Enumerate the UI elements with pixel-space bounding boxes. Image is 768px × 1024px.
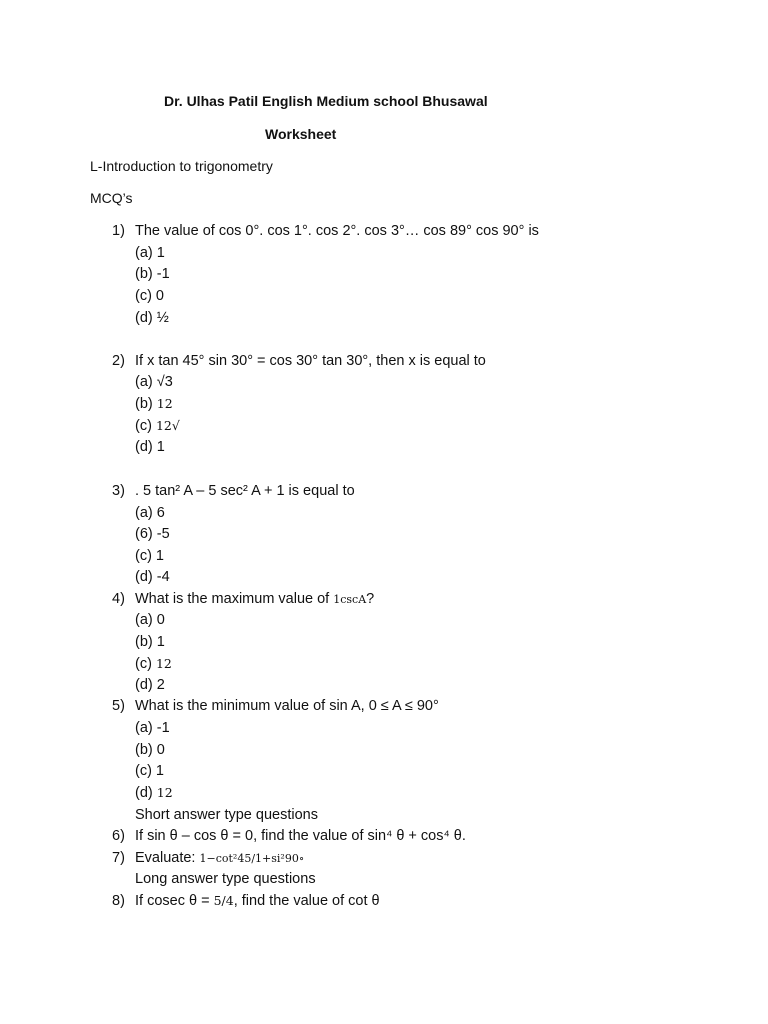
option-label: (b) 1 bbox=[135, 634, 165, 650]
school-name: Dr. Ulhas Patil English Medium school Bhusawal bbox=[164, 93, 488, 109]
question-number: 1) bbox=[112, 223, 125, 239]
question-math: 5/4 bbox=[213, 893, 234, 908]
option-label: (d) 1 bbox=[135, 439, 165, 455]
option-label: (6) -5 bbox=[135, 526, 170, 542]
option-label: (d) 12 bbox=[135, 785, 173, 801]
question-text: What is the minimum value of sin A, 0 ≤ A ≤ 90° bbox=[135, 698, 439, 714]
option-label: (c) 1 bbox=[135, 548, 164, 564]
option-math: 12 bbox=[155, 656, 172, 671]
question-number: 6) bbox=[112, 828, 125, 844]
section-heading: Long answer type questions bbox=[135, 871, 316, 887]
option-label: (c) 12 bbox=[135, 656, 172, 672]
question-math: 1cscA bbox=[333, 593, 367, 606]
question-number: 4) bbox=[112, 591, 125, 607]
question-number: 3) bbox=[112, 483, 125, 499]
option-label: (b) 0 bbox=[135, 742, 165, 758]
question-text: The value of cos 0°. cos 1°. cos 2°. cos 3°… cos 89° cos 90° is bbox=[135, 223, 539, 239]
question-number: 5) bbox=[112, 698, 125, 714]
question-number: 7) bbox=[112, 850, 125, 866]
option-math: 12√ bbox=[155, 418, 180, 433]
option-label: (d) ½ bbox=[135, 310, 169, 326]
option-label: (b) -1 bbox=[135, 266, 170, 282]
option-label: (d) 2 bbox=[135, 677, 165, 693]
option-label: (a) -1 bbox=[135, 720, 170, 736]
worksheet-title: Worksheet bbox=[265, 126, 337, 142]
option-label: (a) 0 bbox=[135, 612, 165, 628]
question-number: 2) bbox=[112, 353, 125, 369]
option-label: (a) 1 bbox=[135, 245, 165, 261]
question-text: If cosec θ = 5/4, find the value of cot θ bbox=[135, 893, 380, 909]
question-text: . 5 tan² A – 5 sec² A + 1 is equal to bbox=[135, 483, 355, 499]
option-label: (c) 0 bbox=[135, 288, 164, 304]
option-label: (a) 6 bbox=[135, 505, 165, 521]
chapter-title: L-Introduction to trigonometry bbox=[90, 158, 273, 174]
option-label: (b) 12 bbox=[135, 396, 173, 412]
question-math: 1−cot²45/1+si²90∘ bbox=[199, 852, 305, 865]
question-number: 8) bbox=[112, 893, 125, 909]
question-text: If sin θ – cos θ = 0, find the value of sin⁴ θ + cos⁴ θ. bbox=[135, 828, 466, 844]
mcq-heading: MCQ’s bbox=[90, 190, 133, 206]
question-text: If x tan 45° sin 30° = cos 30° tan 30°, then x is equal to bbox=[135, 353, 486, 369]
option-math: 12 bbox=[156, 785, 173, 800]
option-label: (d) -4 bbox=[135, 569, 170, 585]
section-heading: Short answer type questions bbox=[135, 807, 318, 823]
question-text: Evaluate: 1−cot²45/1+si²90∘ bbox=[135, 850, 305, 866]
option-label: (c) 12√ bbox=[135, 418, 180, 434]
option-label: (c) 1 bbox=[135, 763, 164, 779]
question-text: What is the maximum value of 1cscA? bbox=[135, 591, 375, 607]
option-label: (a) √3 bbox=[135, 374, 173, 390]
option-math: 12 bbox=[156, 396, 173, 411]
